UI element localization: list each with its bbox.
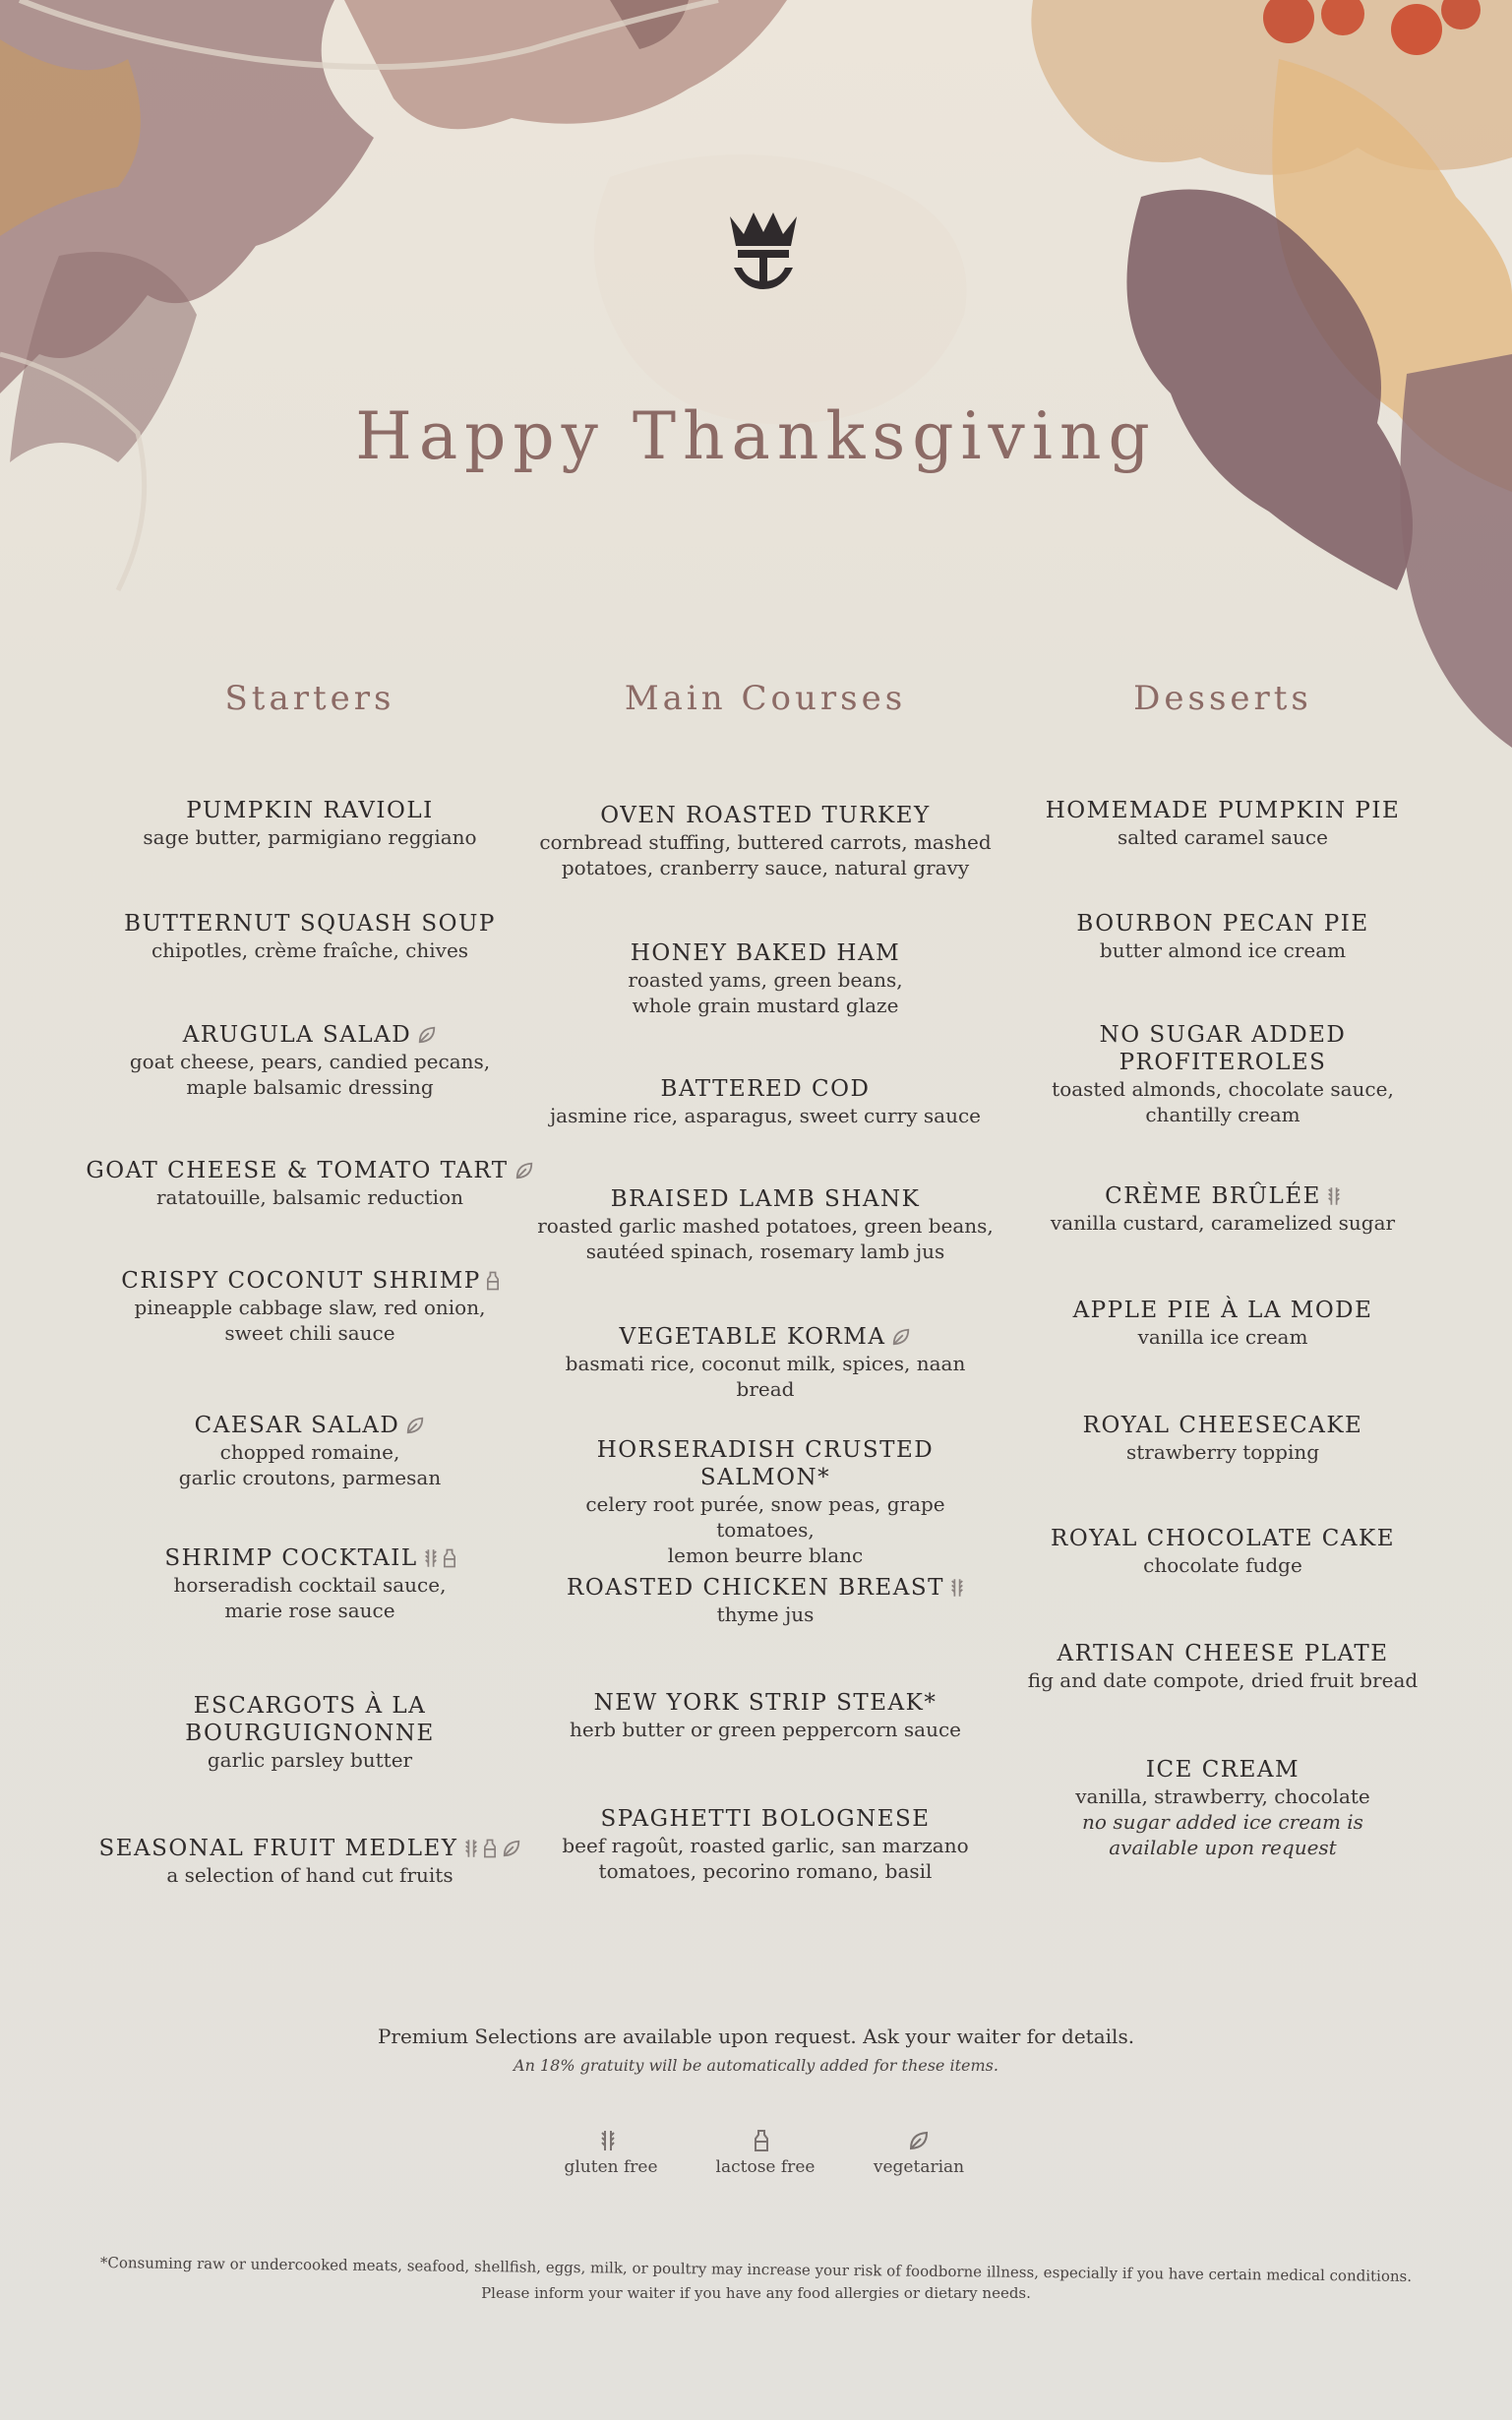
item-name: CRÈME BRÛLÉE [992,1182,1454,1210]
item-name: SEASONAL FRUIT MEDLEY [79,1835,541,1862]
menu-item [992,910,1454,963]
lactose-free-icon [487,1271,499,1291]
menu-item [992,1021,1454,1127]
item-description: garlic parsley butter [207,1748,413,1772]
menu-item [79,1544,541,1623]
item-name: PUMPKIN RAVIOLI [186,798,434,823]
item-description: chopped romaine, [219,1440,400,1464]
menu-item [79,910,541,963]
item-name: SPAGHETTI BOLOGNESE [600,1806,931,1832]
item-description: beef ragoût, roasted garlic, san marzano [562,1834,969,1857]
menu-item [79,1021,541,1100]
menu-column-starters [79,669,541,1887]
gluten-free-icon [1327,1186,1341,1206]
column-heading: Starters [224,679,395,718]
legend-label: lactose free [715,2157,816,2177]
item-name: SHRIMP COCKTAIL [79,1544,541,1572]
item-description: vanilla custard, caramelized sugar [1050,1211,1396,1235]
menu-title: Happy Thanksgiving [355,398,1157,474]
item-description: vanilla, strawberry, chocolate [1075,1785,1370,1808]
item-description: pineapple cabbage slaw, red onion, [134,1296,486,1319]
item-name: CAESAR SALAD [79,1412,541,1439]
item-name: CRISPY COCONUT SHRIMP [79,1267,541,1295]
menu-item [79,1412,541,1490]
item-description: celery root purée, snow peas, grape tomatoes, [585,1492,945,1542]
item-name: NEW YORK STRIP STEAK* [593,1690,937,1716]
item-description: chocolate fudge [1143,1553,1302,1577]
item-description: vanilla ice cream [1137,1325,1308,1349]
menu-column-desserts [992,669,1454,1859]
item-description: cornbread stuffing, buttered carrots, mashed [539,830,992,854]
item-description: strawberry topping [1125,1440,1320,1464]
gluten-free-icon [600,2130,622,2151]
item-description: sweet chili sauce [224,1321,395,1345]
legend-label: gluten free [564,2157,658,2177]
menu-item [534,1436,997,1568]
item-description: maple balsamic dressing [186,1075,434,1099]
item-description: sage butter, parmigiano reggiano [143,825,477,849]
menu-item [79,1157,541,1210]
item-description: sautéed spinach, rosemary lamb jus [585,1240,945,1263]
item-description: fig and date compote, dried fruit bread [1027,1668,1419,1692]
item-description: butter almond ice cream [1099,938,1347,962]
item-description: chantilly cream [1145,1103,1300,1126]
item-description: roasted yams, green beans, [628,968,903,992]
menu-item [534,1323,997,1402]
menu-item [534,1574,997,1627]
item-note: no sugar added ice cream is [1082,1810,1363,1834]
item-name: APPLE PIE À LA MODE [1072,1298,1373,1323]
item-name: ROASTED CHICKEN BREAST [534,1574,997,1602]
menu-item [79,797,541,850]
menu-item [79,1692,541,1773]
item-description: a selection of hand cut fruits [166,1863,454,1887]
lactose-free-icon [444,1548,455,1568]
legend-vegetarian [840,2130,998,2177]
menu-item [992,797,1454,850]
menu-item [992,1640,1454,1693]
item-name: BATTERED COD [660,1076,871,1102]
item-note: available upon request [1109,1836,1337,1859]
column-heading: Main Courses [624,679,907,718]
menu-column-main-courses [534,669,997,1883]
item-name-line2: PROFITEROLES [1119,1050,1327,1075]
item-name: VEGETABLE KORMA [534,1323,997,1351]
vegetarian-icon [417,1025,437,1045]
gratuity-note: An 18% gratuity will be automatically added for these items. [514,2056,998,2075]
item-name: HONEY BAKED HAM [630,940,901,966]
item-name: OVEN ROASTED TURKEY [600,803,931,828]
legend-gluten-free [532,2130,690,2177]
gluten-free-icon [464,1839,478,1858]
item-description: tomatoes, pecorino romano, basil [598,1859,933,1883]
vegetarian-icon [891,1327,911,1347]
autumn-leaves-illustration [0,0,1512,767]
item-name: BRAISED LAMB SHANK [610,1186,921,1212]
item-description: toasted almonds, chocolate sauce, [1052,1077,1394,1101]
item-description: lemon beurre blanc [667,1543,864,1567]
item-description: whole grain mustard glaze [632,994,899,1017]
item-description: thyme jus [716,1603,815,1626]
item-description: ratatouille, balsamic reduction [155,1185,463,1209]
menu-item [534,1689,997,1742]
item-name: HORSERADISH CRUSTED SALMON* [596,1437,935,1490]
menu-item [534,1805,997,1884]
legend-label: vegetarian [873,2157,965,2177]
item-description: chipotles, crème fraîche, chives [151,938,469,962]
item-name: BUTTERNUT SQUASH SOUP [124,911,496,937]
menu-item [992,1756,1454,1860]
premium-note: Premium Selections are available upon request. Ask your waiter for details. [377,2025,1135,2048]
menu-item [534,802,997,880]
column-heading: Desserts [1133,679,1312,718]
menu-item [534,939,997,1018]
item-description: roasted garlic mashed potatoes, green beans, [537,1214,994,1238]
item-name: HOMEMADE PUMPKIN PIE [1045,798,1401,823]
menu-item [534,1185,997,1264]
menu-item [79,1835,541,1888]
food-safety-disclaimer: *Consuming raw or undercooked meats, seafood, shellfish, eggs, milk, or poultry may increase your risk of foodborne illness, especially if you have certain medical conditions. [99,2254,1413,2285]
vegetarian-icon [405,1416,425,1435]
menu-item [992,1525,1454,1578]
item-name-line2: BOURGUIGNONNE [185,1721,435,1746]
lactose-free-icon [755,2130,776,2151]
item-description: horseradish cocktail sauce, [173,1573,447,1597]
item-description: basmati rice, coconut milk, spices, naan bread [565,1352,966,1401]
vegetarian-icon [502,1839,521,1858]
item-description: salted caramel sauce [1118,825,1328,849]
item-name: ROYAL CHOCOLATE CAKE [1051,1526,1395,1551]
item-name: ICE CREAM [1145,1757,1300,1783]
item-description: herb butter or green peppercorn sauce [570,1718,961,1741]
item-name: GOAT CHEESE & TOMATO TART [79,1157,541,1184]
item-name: NO SUGAR ADDED [1099,1022,1347,1048]
gluten-free-icon [424,1548,438,1568]
item-name: ARTISAN CHEESE PLATE [1057,1641,1389,1666]
item-name: ESCARGOTS À LA [193,1693,427,1719]
allergy-note: Please inform your waiter if you have any food allergies or dietary needs. [481,2284,1031,2302]
menu-item [79,1267,541,1346]
lactose-free-icon [484,1839,496,1858]
menu-item [534,1075,997,1128]
item-description: goat cheese, pears, candied pecans, [129,1050,491,1073]
item-name: ROYAL CHEESECAKE [1082,1413,1363,1438]
item-description: garlic croutons, parmesan [178,1466,442,1489]
menu-item [992,1297,1454,1350]
legend-lactose-free [687,2130,844,2177]
gluten-free-icon [950,1578,964,1598]
item-description: potatoes, cranberry sauce, natural gravy [561,856,970,879]
item-name: BOURBON PECAN PIE [1076,911,1369,937]
vegetarian-icon [908,2130,930,2151]
menu-item [992,1412,1454,1465]
item-description: jasmine rice, asparagus, sweet curry sauce [549,1104,981,1127]
item-name: ARUGULA SALAD [79,1021,541,1049]
crown-anchor-icon [724,207,803,295]
item-description: marie rose sauce [224,1599,395,1622]
menu-item [992,1182,1454,1236]
vegetarian-icon [514,1161,534,1180]
